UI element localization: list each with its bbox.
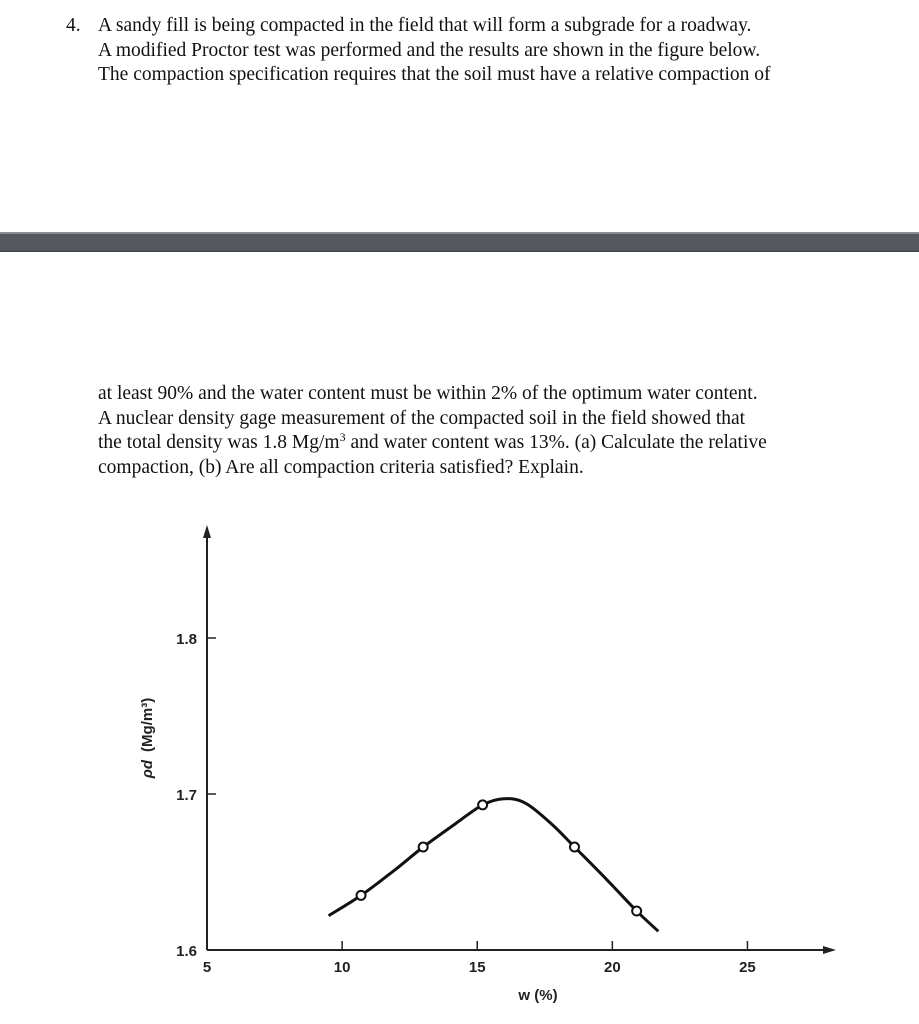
unit-superscript: 3 [339,430,346,444]
data-points [357,800,642,915]
data-point [357,891,366,900]
question-line: A nuclear density gage measurement of the compacted soil in the field showed that [98,407,746,429]
x-tick-label: 15 [468,959,486,976]
compaction-curve [329,799,659,932]
data-point [632,907,641,916]
data-point [419,843,428,852]
density-text: the total density was 1.8 Mg/m [98,432,340,453]
question-line [98,431,858,456]
y-tick-label: 1.8 [176,631,197,648]
x-tick-label: 20 [603,959,621,976]
water-content-text: and water content was 13%. (a) Calculate the relative [345,432,767,453]
data-point [478,800,487,809]
y-axis-arrow [203,525,211,538]
page-divider-bar [0,232,919,252]
y-tick-label: 1.6 [176,943,197,960]
y-axis-label-text [139,698,156,779]
y-tick-label: 1.7 [176,787,197,804]
question-text-part-2 [98,382,858,480]
question-line: The compaction specification requires that the soil must have a relative compaction of [98,64,771,85]
question-line: compaction, (b) Are all compaction criteria satisfied? Explain. [98,456,584,478]
compaction-curve-chart [0,510,919,1024]
x-axis-label: w (%) [518,987,558,1004]
question-line: A sandy fill is being compacted in the field that will form a subgrade for a roadway. [98,15,752,36]
y-axis-label [139,698,156,779]
question-text-part-1 [98,14,858,88]
x-tick-label: 10 [333,959,351,976]
question-number: 4. [66,15,81,36]
data-point [570,843,579,852]
y-ticks [176,631,216,960]
y-axis-symbol: ρd [139,759,156,779]
chart-axes [203,525,836,954]
y-axis-unit: (Mg/m³) [139,697,156,752]
question-line: A modified Proctor test was performed and the results are shown in the figure below. [98,39,761,61]
question-line: at least 90% and the water content must be within 2% of the optimum water content. [98,383,758,404]
x-ticks [203,941,756,976]
x-axis-arrow [823,946,836,954]
x-tick-label: 25 [739,959,756,976]
x-tick-label: 5 [202,959,212,976]
